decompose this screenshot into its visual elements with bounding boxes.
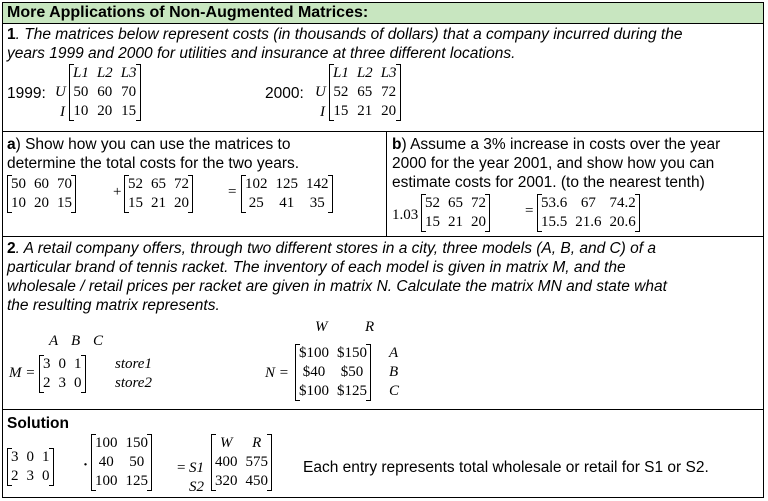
- equals-sign: =: [525, 203, 534, 219]
- matrix-cell: 72: [174, 176, 189, 192]
- matrix-cell: 3: [58, 375, 66, 391]
- matrix-cell: 60: [97, 84, 113, 100]
- part-a-matrix-1999: [7, 175, 76, 213]
- matrix-cell: 50: [11, 176, 26, 192]
- solution-matrix-n: [91, 434, 152, 491]
- matrix-cell: 50: [73, 84, 89, 100]
- part-a-matrix-2000: [124, 175, 193, 213]
- n-row-c: C: [389, 383, 400, 399]
- m-col-b: B: [71, 333, 81, 349]
- matrix-cell: 10: [11, 195, 26, 211]
- n-row-a: A: [389, 345, 399, 361]
- matrix-cell: 20: [174, 195, 189, 211]
- part-b-matrix-2000: [421, 194, 490, 232]
- matrix-cell: 20: [381, 103, 397, 119]
- matrix-cell: 15: [57, 195, 72, 211]
- matrix-cell: 52: [128, 176, 143, 192]
- matrix-cell: 0: [26, 449, 34, 465]
- part-b-result-matrix: [537, 194, 640, 232]
- matrix-cell: $125: [337, 383, 367, 399]
- row-label-u-1999: U: [55, 84, 66, 100]
- matrix-cell: 150: [125, 435, 148, 451]
- matrix-cell: 320: [215, 473, 238, 489]
- part-b-text-line2: 2000 for the year 2001, and show how you can: [392, 155, 715, 172]
- solution: [3, 410, 763, 499]
- matrix-cell: 15.5: [541, 214, 568, 230]
- matrix-cell: 65: [357, 84, 373, 100]
- matrix-cell: 20: [97, 103, 113, 119]
- part-a-text-line1: a) Show how you can use the matrices to: [7, 136, 291, 153]
- m-row-store2: store2: [115, 375, 152, 391]
- matrix-cell: 70: [121, 84, 137, 100]
- matrix-cell: 15: [425, 214, 440, 230]
- problem-2-text-line4: the resulting matrix represents.: [7, 297, 220, 314]
- solution-explanation: Each entry represents total wholesale or retail for S1 or S2.: [303, 459, 709, 476]
- matrix-cell: 21: [357, 103, 373, 119]
- problem-1-text-line2: years 1999 and 2000 for utilities and insurance at three different locations.: [7, 45, 516, 62]
- parts-a-b: [3, 132, 763, 237]
- problem-1-text-line1: 1. The matrices below represent costs (in thousands of dollars) that a company incurred during the: [7, 26, 683, 43]
- matrix-cell: 53.6: [541, 195, 568, 211]
- result-col-w: W: [220, 435, 233, 451]
- matrix-cell: 10: [73, 103, 89, 119]
- matrix-cell: 102: [245, 176, 268, 192]
- matrix-cell: 20: [471, 214, 486, 230]
- n-row-b: B: [389, 364, 399, 380]
- matrix-cell: 100: [95, 435, 118, 451]
- matrix-m: [39, 355, 86, 393]
- year-1999-label: 1999:: [7, 85, 46, 102]
- column-divider: [386, 132, 387, 236]
- matrix-cell: 35: [309, 195, 325, 211]
- problem-1: [3, 24, 763, 132]
- col-header-l2: L2: [96, 65, 113, 81]
- matrix-cell: 100: [95, 473, 118, 489]
- matrix-n: [295, 344, 371, 401]
- part-a-sum-matrix: [241, 175, 333, 213]
- matrix-cell: 2: [43, 375, 51, 391]
- matrix-cell: 575: [245, 454, 268, 470]
- matrix-cell: 400: [215, 454, 238, 470]
- matrix-cell: 50: [129, 454, 145, 470]
- matrix-cell: $50: [340, 364, 364, 380]
- row-label-u-2000: U: [315, 84, 326, 100]
- matrix-cell: 52: [425, 195, 440, 211]
- problem-2: [3, 237, 763, 410]
- n-col-w: W: [315, 319, 328, 335]
- col-header-l3: L3: [380, 65, 397, 81]
- result-row-s2: S2: [189, 479, 204, 495]
- matrix-cell: 3: [43, 356, 51, 372]
- matrix-cell: 125: [125, 473, 148, 489]
- matrix-cell: 21: [151, 195, 166, 211]
- matrix-cell: $100: [299, 383, 329, 399]
- matrix-1999: [69, 64, 141, 121]
- matrix-cell: 40: [98, 454, 114, 470]
- matrix-cell: 60: [34, 176, 49, 192]
- part-a-text-line2: determine the total costs for the two years.: [7, 155, 300, 172]
- result-col-r: R: [252, 435, 262, 451]
- matrix-cell: 3: [11, 449, 19, 465]
- matrix-cell: 142: [306, 176, 329, 192]
- matrix-n-label: N =: [265, 365, 289, 381]
- row-label-i-1999: I: [60, 104, 65, 120]
- solution-heading: Solution: [7, 415, 69, 432]
- problem-2-text-line3: wholesale / retail prices per racket are given in matrix N. Calculate the matrix MN and state what: [7, 278, 667, 295]
- matrix-cell: 25: [248, 195, 264, 211]
- page-title: More Applications of Non-Augmented Matrices:: [3, 3, 763, 24]
- matrix-cell: 21: [448, 214, 463, 230]
- multiply-dot: ·: [83, 457, 89, 473]
- solution-matrix-m: [7, 448, 54, 486]
- matrix-cell: 70: [57, 176, 72, 192]
- equals-sign: =: [177, 460, 186, 476]
- worksheet-frame: [2, 2, 764, 498]
- matrix-cell: 15: [128, 195, 143, 211]
- plus-sign: +: [113, 184, 122, 200]
- m-row-store1: store1: [115, 356, 152, 372]
- matrix-cell: 1: [74, 356, 82, 372]
- matrix-cell: 20: [34, 195, 49, 211]
- matrix-cell: 15: [333, 103, 349, 119]
- col-header-l3: L3: [120, 65, 137, 81]
- matrix-cell: 41: [279, 195, 295, 211]
- year-2000-label: 2000:: [265, 85, 304, 102]
- matrix-cell: 0: [42, 468, 50, 484]
- matrix-cell: 65: [151, 176, 166, 192]
- matrix-cell: 1: [42, 449, 50, 465]
- part-b-text-line1: b) Assume a 3% increase in costs over the year: [392, 136, 721, 153]
- matrix-cell: 72: [471, 195, 486, 211]
- matrix-cell: 65: [448, 195, 463, 211]
- matrix-cell: 67: [580, 195, 596, 211]
- col-header-l1: L1: [73, 65, 89, 81]
- matrix-cell: 2: [11, 468, 19, 484]
- matrix-2000: [329, 64, 401, 121]
- row-label-i-2000: I: [320, 104, 325, 120]
- matrix-cell: 20.6: [609, 214, 636, 230]
- scalar-factor: 1.03: [392, 207, 419, 223]
- matrix-cell: 3: [26, 468, 34, 484]
- problem-2-text-line2: particular brand of tennis racket. The inventory of each model is given in matrix M, and the: [7, 259, 626, 276]
- matrix-cell: $100: [299, 345, 329, 361]
- m-col-c: C: [93, 333, 104, 349]
- matrix-m-label: M =: [9, 365, 36, 381]
- result-row-s1: S1: [189, 460, 204, 476]
- n-col-r: R: [365, 319, 375, 335]
- col-header-l1: L1: [333, 65, 349, 81]
- matrix-cell: 125: [275, 176, 298, 192]
- matrix-cell: $40: [302, 364, 326, 380]
- matrix-cell: 450: [245, 473, 268, 489]
- solution-result-matrix: [211, 434, 272, 491]
- matrix-cell: 21.6: [575, 214, 602, 230]
- matrix-cell: 0: [58, 356, 66, 372]
- m-col-a: A: [49, 333, 59, 349]
- matrix-cell: $150: [337, 345, 367, 361]
- matrix-cell: 74.2: [609, 195, 636, 211]
- matrix-cell: 52: [333, 84, 349, 100]
- matrix-cell: 15: [121, 103, 137, 119]
- part-b-text-line3: estimate costs for 2001. (to the nearest tenth): [392, 174, 705, 191]
- col-header-l2: L2: [356, 65, 373, 81]
- problem-2-text-line1: 2. A retail company offers, through two different stores in a city, three models (A, B, and C) of a: [7, 240, 657, 257]
- equals-sign: =: [228, 184, 237, 200]
- matrix-cell: 72: [381, 84, 397, 100]
- matrix-cell: 0: [74, 375, 82, 391]
